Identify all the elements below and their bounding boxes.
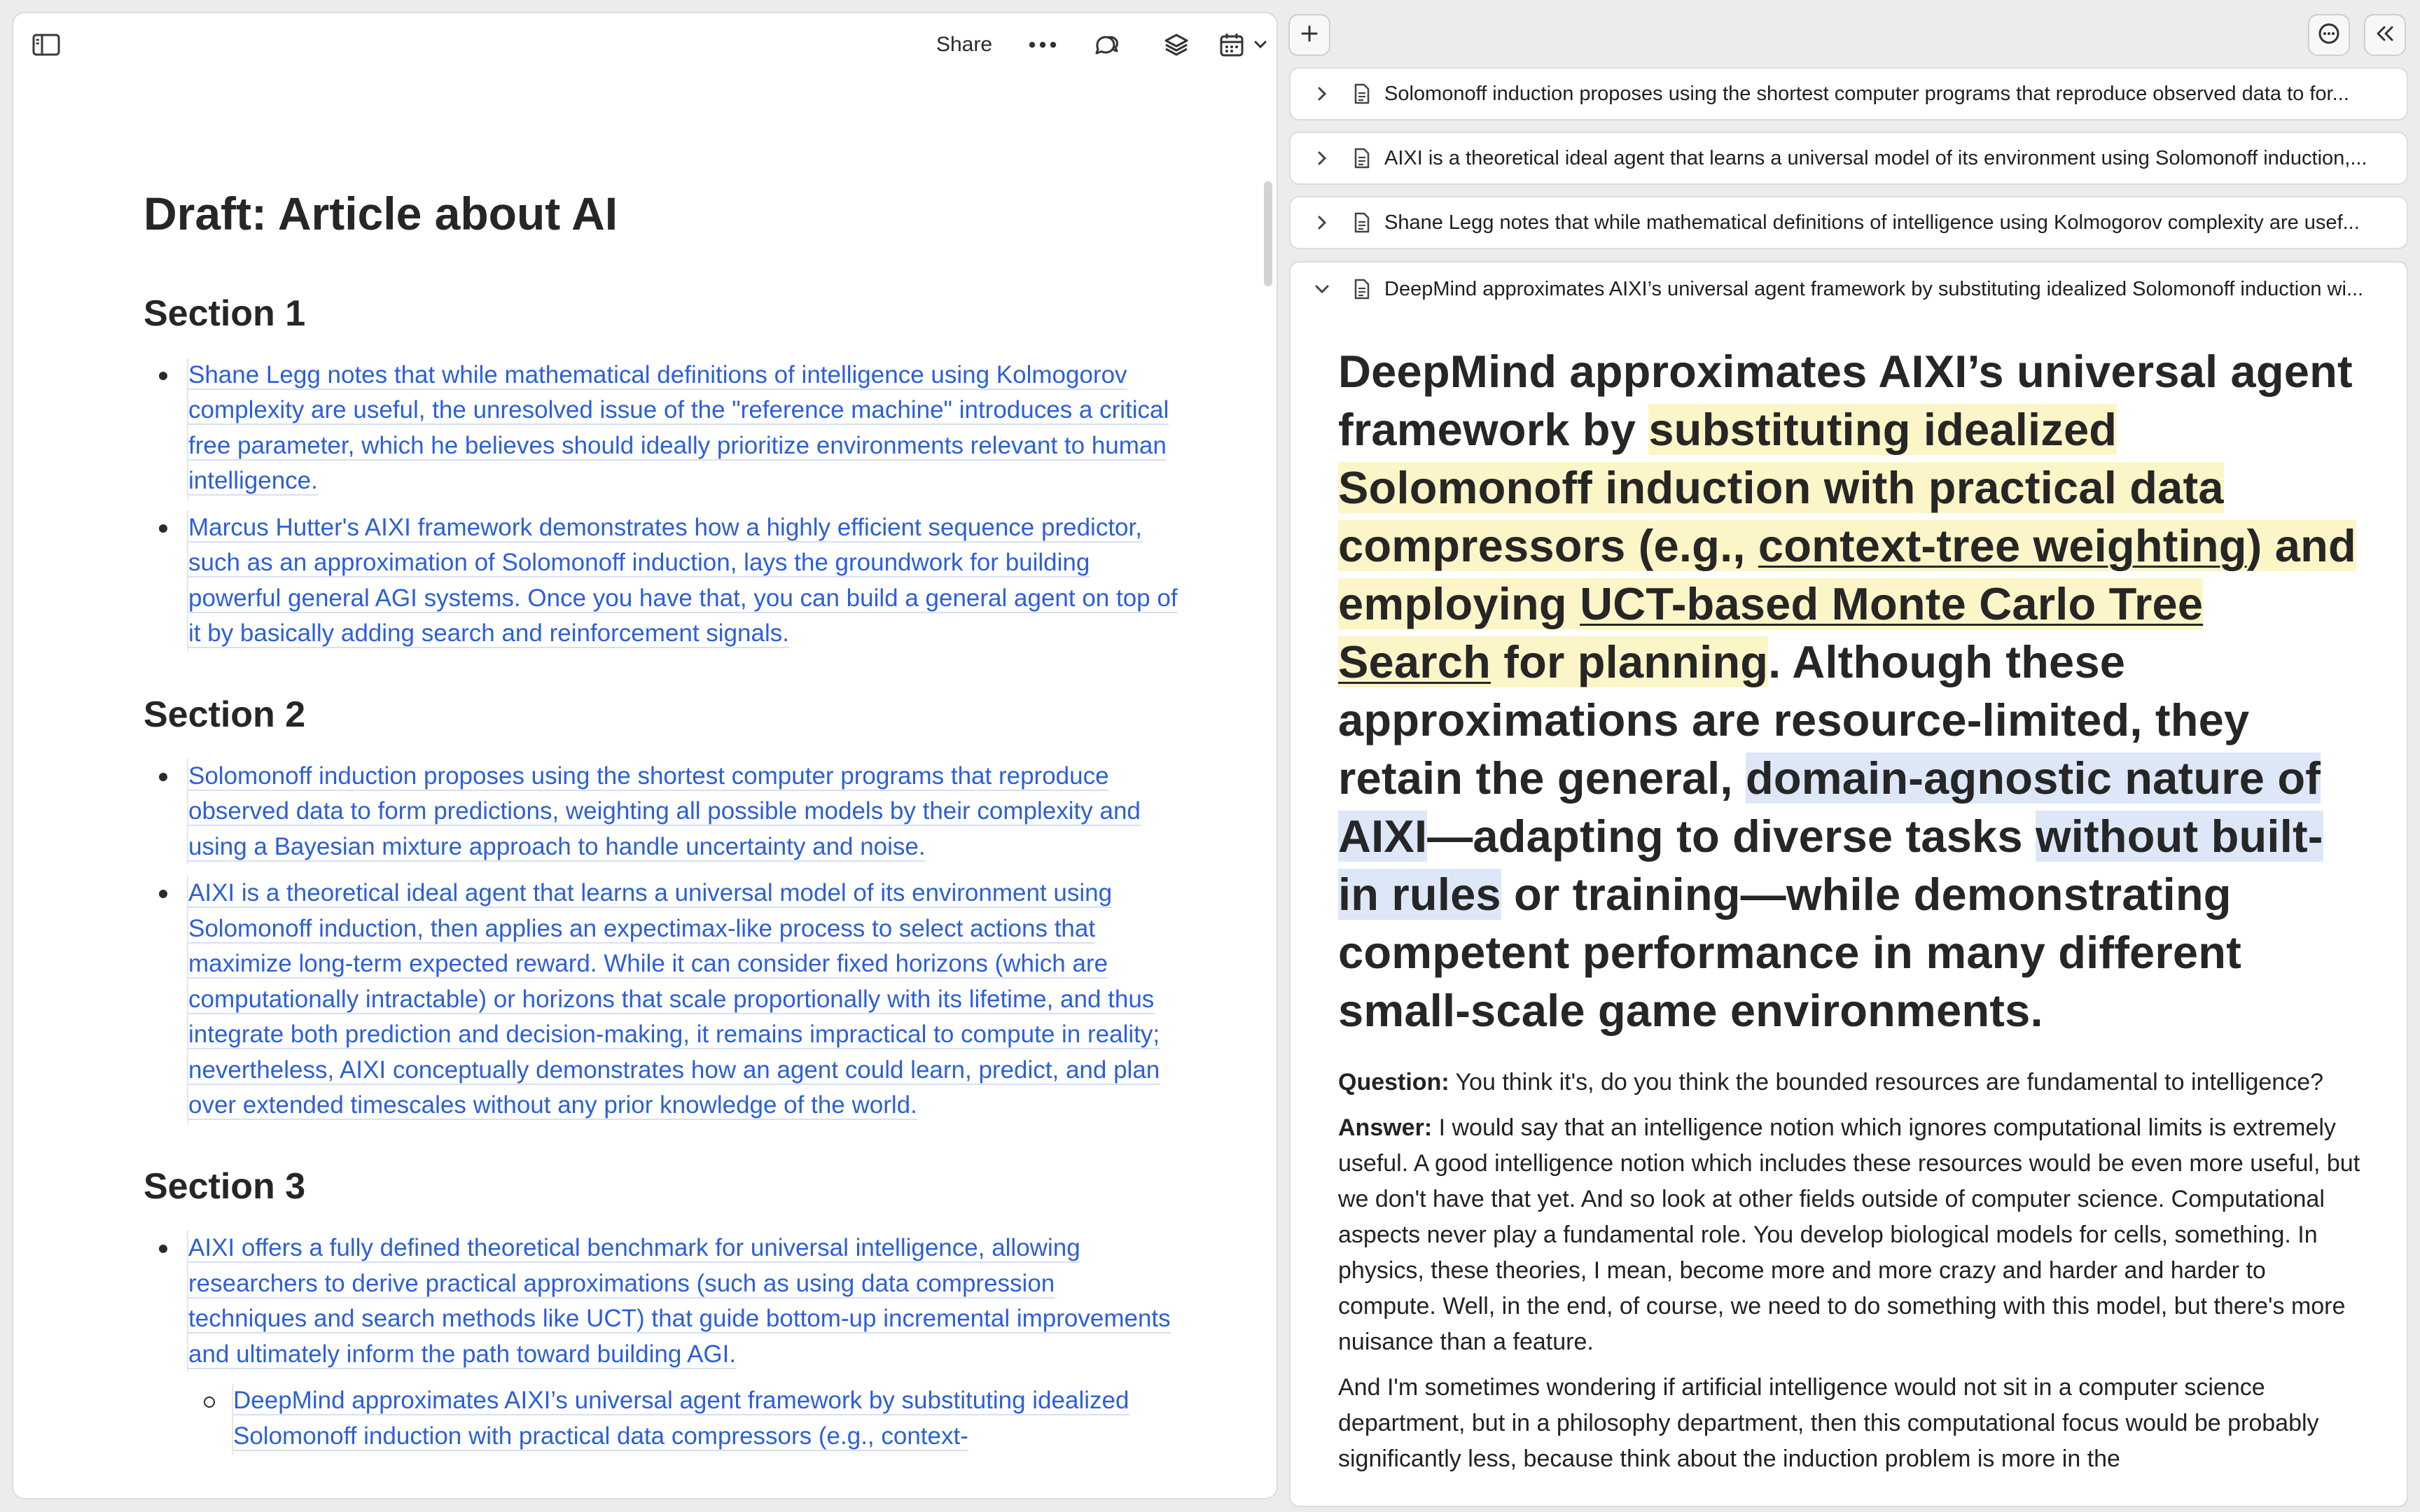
share-button[interactable]: Share (936, 33, 993, 56)
collapse-panel-button[interactable] (2364, 14, 2406, 56)
claim-segment: DeepMind approximates AIXI’s universal agent framework by (1338, 346, 2353, 455)
highlight-yellow-link[interactable]: UCT-based Monte Carlo Tree Search (1338, 578, 2204, 687)
more-options-button[interactable] (1022, 29, 1064, 61)
highlight-yellow[interactable]: substituting idealized Solomonoff induction with practical data compressors (e.g., (1338, 404, 2224, 571)
highlight-yellow-link[interactable]: context-tree weighting (1758, 520, 2247, 571)
chat-bubbles-icon (1093, 32, 1120, 57)
comments-button[interactable] (1089, 29, 1124, 61)
question-paragraph (1338, 1065, 2362, 1100)
nested-list-item (188, 1383, 1180, 1454)
source-card-collapsed[interactable] (1289, 67, 2408, 120)
chat-dots-icon (2317, 22, 2341, 49)
bullet-list (144, 358, 1180, 652)
source-title: DeepMind approximates AIXI’s universal agent framework by substituting idealized Solomonoff induction wi... (1384, 277, 2364, 300)
linked-claim[interactable]: Solomonoff induction proposes using the shortest computer programs that reproduce observed data to form predictions, weighting all possible models by their complexity and using a Bayesian mixture approach to handle uncertainty and noise. (187, 759, 1180, 865)
chevron-down-icon[interactable] (1291, 284, 1354, 294)
document-toolbar (13, 13, 1277, 76)
linked-claim[interactable]: AIXI is a theoretical ideal agent that learns a universal model of its environment using Solomonoff induction, then applies an expectimax-like process to select actions that maximize long-term expected reward. While it can consider fixed horizons (which are computationally intractable) or horizons that scale proportionally with its lifetime, and thus integrate both prediction and decision-making, it remains impractical to compute in reality; nevertheless, AIXI conceptually demonstrates how an agent could learn, predict, and plan over extended timescales without any prior knowledge of the world. (187, 876, 1180, 1124)
layers-icon (1164, 32, 1189, 57)
claim-text (1338, 342, 2362, 1040)
layers-button[interactable] (1159, 29, 1194, 61)
answer-label: Answer: (1338, 1114, 1433, 1141)
chevron-right-icon[interactable] (1291, 86, 1354, 102)
source-card-expanded (1289, 261, 2408, 1507)
chevron-down-icon (1254, 41, 1267, 49)
sidebar-icon (32, 33, 60, 57)
section-heading[interactable]: Section 2 (144, 694, 306, 735)
plus-icon (1300, 24, 1319, 46)
document-scrollbar[interactable] (1264, 181, 1272, 286)
list-item (144, 759, 1180, 865)
question-label: Question: (1338, 1069, 1449, 1096)
more-horizontal-icon (1029, 41, 1057, 48)
nested-bullet-list (188, 1383, 1180, 1454)
section-heading[interactable]: Section 3 (144, 1166, 306, 1207)
calendar-icon (1219, 32, 1244, 57)
toggle-sidebar-button[interactable] (30, 29, 62, 61)
document-icon (1354, 212, 1384, 233)
document-pane (12, 12, 1278, 1499)
highlight-yellow[interactable]: for planning (1491, 636, 1769, 687)
highlight-blue[interactable]: without built-in rules (1338, 811, 2323, 920)
bullet-list (144, 759, 1180, 1124)
linked-claim[interactable]: AIXI offers a fully defined theoretical benchmark for universal intelligence, allowing researchers to derive practical approximations (such as using data compression techniques and search methods like UCT) that guide bottom-up incremental improvements and ultimately inform the path toward building AGI. (187, 1231, 1180, 1372)
question-text: You think it's, do you think the bounded resources are fundamental to intelligence? (1449, 1069, 2324, 1096)
linked-claim[interactable]: Marcus Hutter's AIXI framework demonstrates how a highly efficient sequence predictor, such as an approximation of Solomonoff induction, lays the groundwork for building powerful general AGI systems. Once you have that, you can build a general agent on top of it by basically adding search and reinforcement signals. (187, 510, 1180, 652)
document-icon (1354, 279, 1384, 300)
source-title: AIXI is a theoretical ideal agent that learns a universal model of its environment using Solomonoff induction,... (1384, 146, 2367, 169)
add-source-button[interactable] (1288, 14, 1330, 56)
continuation-paragraph: And I'm sometimes wondering if artificial intelligence would not sit in a computer science department, but in a philosophy department, then this computational focus would be probably significantly less, because think about the induction problem is more in the (1338, 1374, 2319, 1472)
document-body (144, 188, 1180, 1497)
answer-text: I would say that an intelligence notion which ignores computational limits is extremely useful. A good intelligence notion which includes these resources would be even more useful, but we don't have that yet. And so look at other fields outside of computer science. Computational aspects never play a fundamental role. You develop biological models for cells, something. In physics, these theories, I mean, become more and more crazy and harder and harder to compute. Well, in the end, of course, we need to do something with this model, but there's more nuisance than a feature. (1338, 1114, 2360, 1355)
list-item (144, 510, 1180, 652)
list-item (144, 1231, 1180, 1454)
sources-toolbar (1288, 14, 2409, 63)
highlight-blue[interactable]: domain-agnostic nature of AIXI (1338, 752, 2321, 862)
bullet-list (144, 1231, 1180, 1454)
document-icon (1354, 148, 1384, 169)
answer-paragraph (1338, 1110, 2362, 1360)
source-title: Solomonoff induction proposes using the shortest computer programs that reproduce observed data to for... (1384, 82, 2349, 105)
list-item (144, 876, 1180, 1124)
chevron-right-icon[interactable] (1291, 150, 1354, 166)
source-content (1291, 316, 2407, 1477)
source-card-header[interactable] (1291, 262, 2407, 316)
claim-segment: —adapting to diverse tasks (1427, 811, 2036, 862)
linked-claim[interactable]: DeepMind approximates AIXI’s universal agent framework by substituting idealized Solomonoff induction with practical data compressors (e.g., context- (232, 1383, 1180, 1454)
transcript-excerpt (1338, 1065, 2362, 1477)
linked-claim[interactable]: Shane Legg notes that while mathematical definitions of intelligence using Kolmogorov complexity are useful, the unresolved issue of the "reference machine" introduces a critical free parameter, which he believes should ideally prioritize environments relevant to human intelligence. (187, 358, 1180, 499)
claim-segment: or training—while demonstrating competent performance in many different small-scale game environments. (1338, 869, 2241, 1036)
document-title[interactable]: Draft: Article about AI (144, 188, 618, 239)
chat-button[interactable] (2308, 14, 2350, 56)
chevron-right-icon[interactable] (1291, 215, 1354, 230)
source-title: Shane Legg notes that while mathematical definitions of intelligence using Kolmogorov complexity are usef... (1384, 211, 2360, 234)
section-heading[interactable]: Section 1 (144, 293, 306, 334)
double-chevron-left-icon (2374, 25, 2395, 46)
document-icon (1354, 83, 1384, 104)
highlight-yellow[interactable]: ) and employing (1338, 520, 2356, 629)
calendar-dropdown-button[interactable] (1215, 29, 1271, 61)
source-card-collapsed[interactable] (1289, 196, 2408, 249)
claim-segment: . Although these approximations are resource-limited, they retain the general, (1338, 636, 2250, 804)
source-card-collapsed[interactable] (1289, 132, 2408, 185)
list-item (144, 358, 1180, 499)
